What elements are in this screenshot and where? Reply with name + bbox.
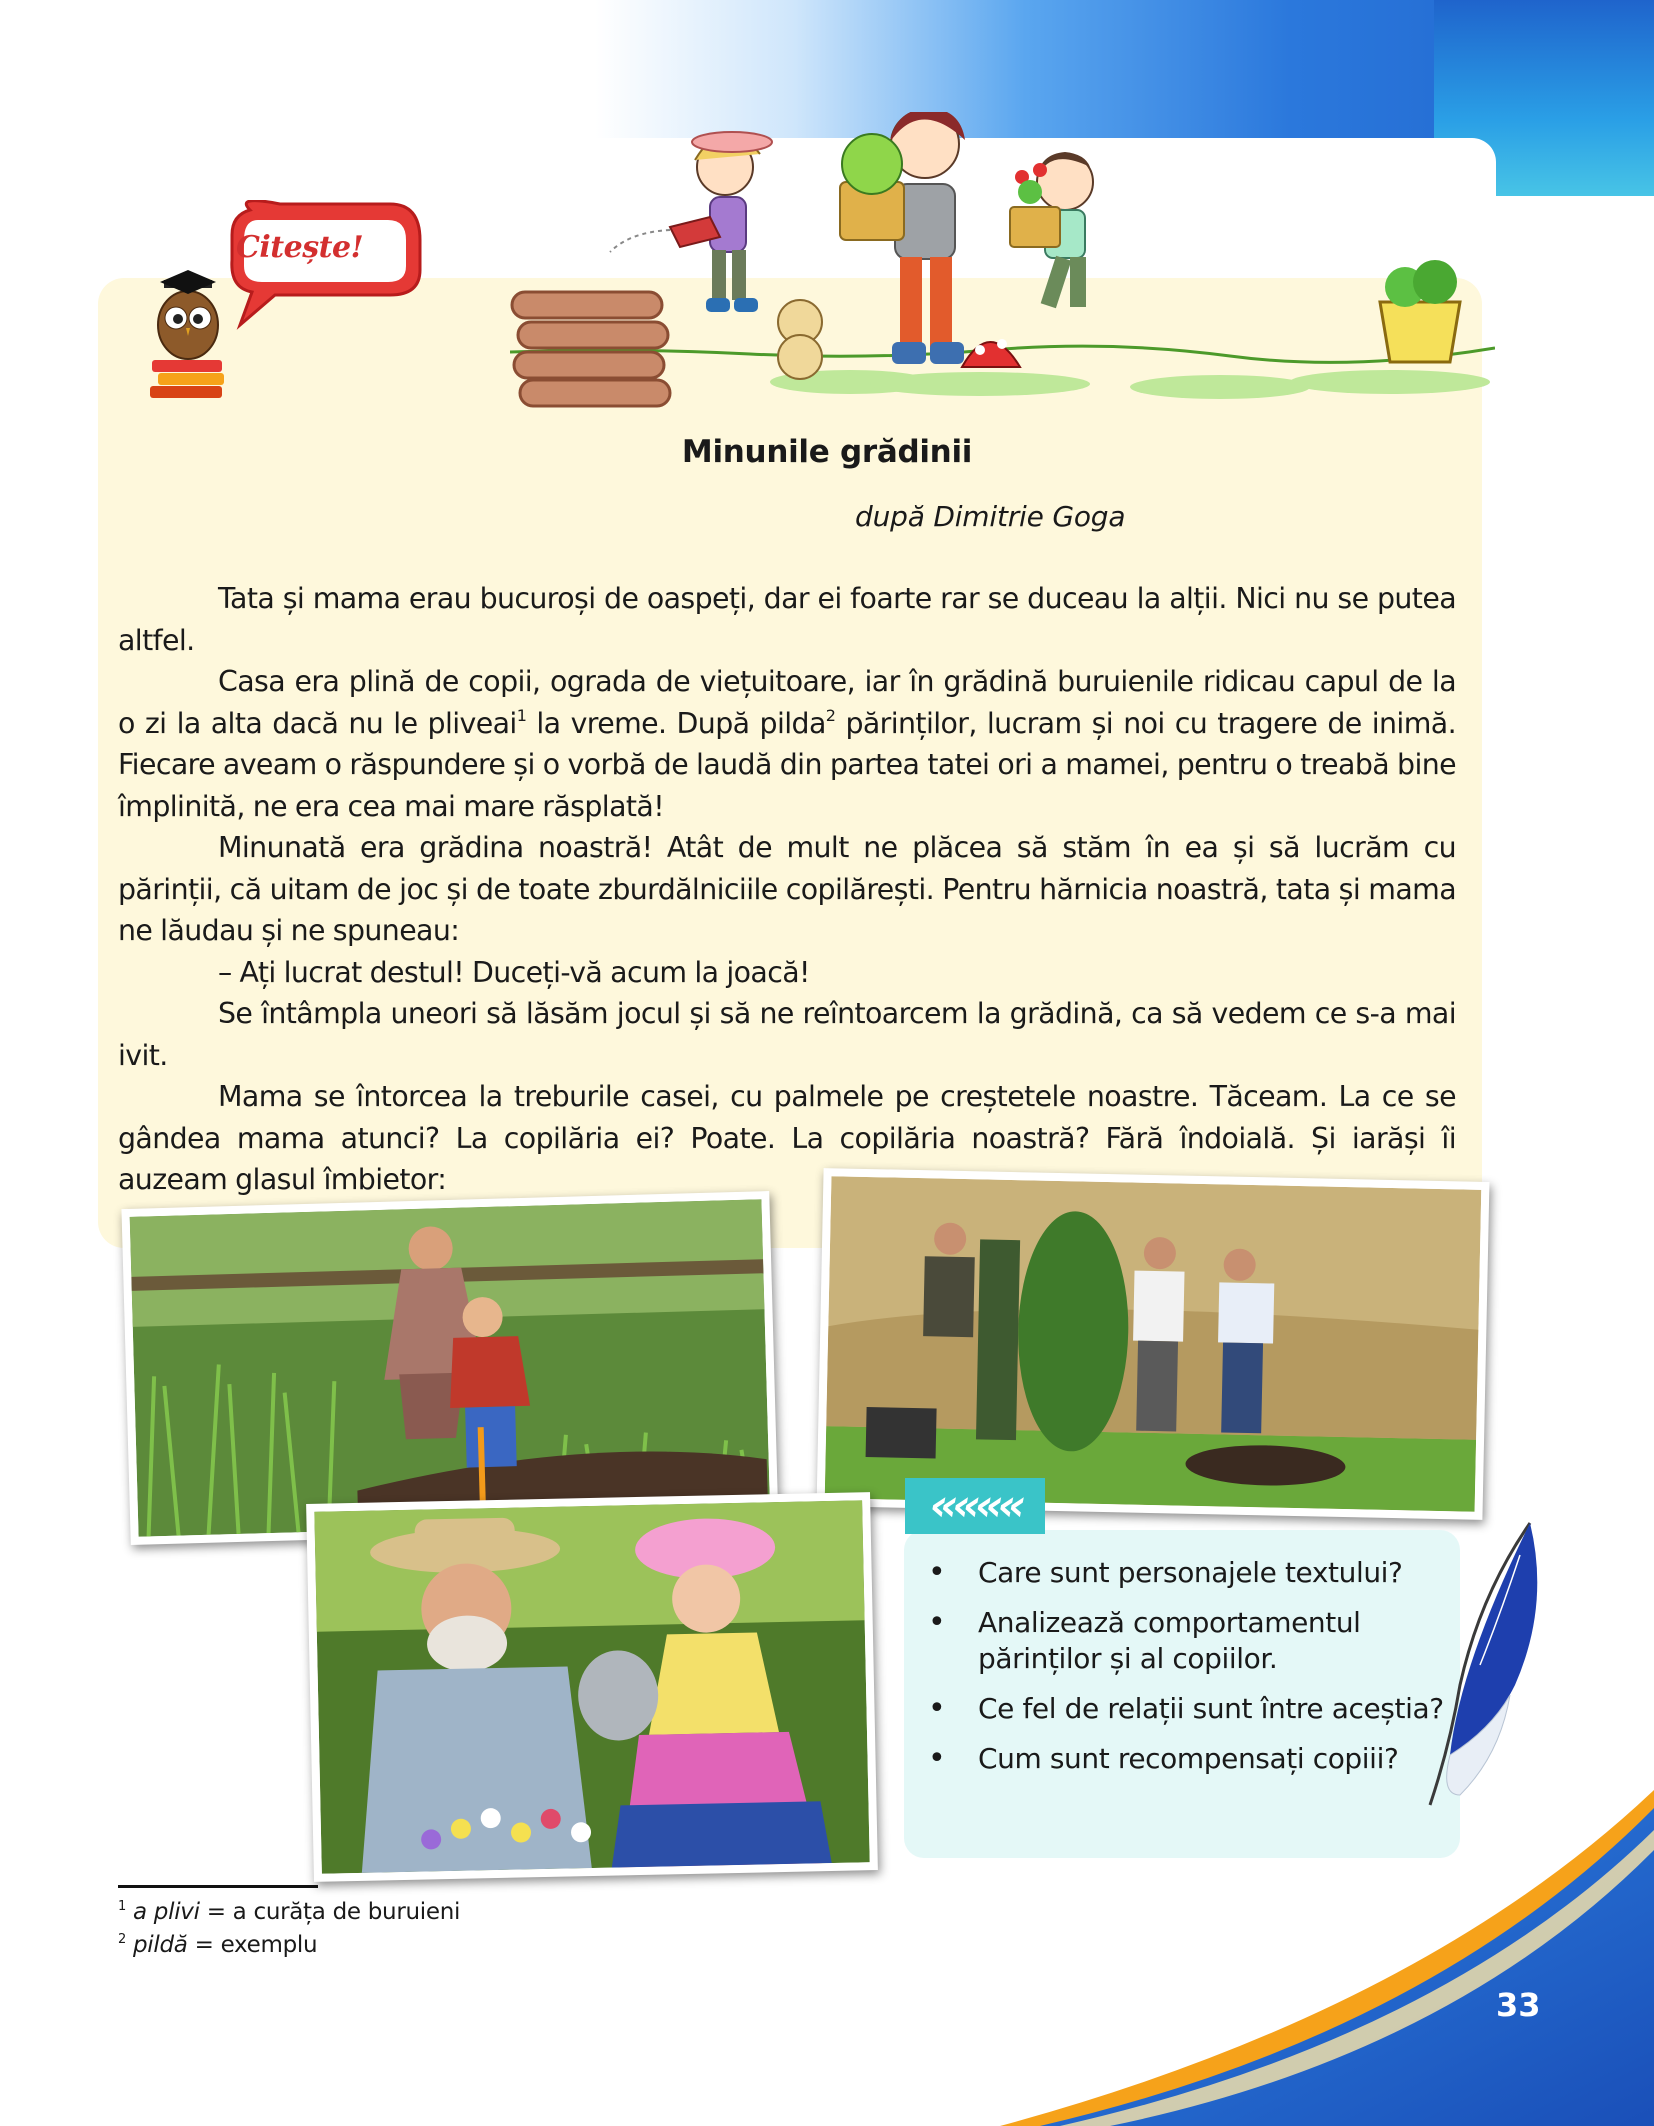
footnote-ref: 1 (516, 705, 527, 725)
gardening-family-illustration (510, 112, 1495, 412)
photo-mother-son-gardening (121, 1191, 778, 1545)
questions-tab: «««« (905, 1478, 1045, 1534)
paragraph: Tata și mama erau bucuroși de oaspeți, dar ei foarte rar se duceau la alții. Nici nu se putea altfel. (118, 582, 1456, 657)
paragraph: Mama se întorcea la treburile casei, cu palmele pe creștetele noastre. Tăceam. La ce se gândea mama atunci? La copilăria ei? Poate. La copilăria noastră? Fără îndoială. Și iarăși îi auzeam glasul îmbietor: (118, 1080, 1456, 1196)
dialogue-line: – Ați lucrat destul! Duceți-vă acum la joacă! (218, 955, 810, 989)
question-item: • Ce fel de relații sunt între aceștia? (924, 1691, 1444, 1727)
badge-label: Citește! (236, 230, 364, 265)
question-item: • Care sunt personajele textului? (924, 1555, 1444, 1591)
story-author: după Dimitrie Goga (855, 500, 1126, 533)
owl-icon (158, 270, 218, 359)
questions-list (924, 1555, 1444, 1791)
footnote-ref: 2 (825, 705, 836, 725)
question-item: • Cum sunt recompensați copiii? (924, 1741, 1444, 1777)
photo-family-planting-tree (817, 1168, 1490, 1520)
story-title: Minunile grădinii (681, 434, 973, 470)
question-item: • Analizează comportamentul părinților și al copiilor. (924, 1605, 1444, 1677)
corner-swoosh (0, 1760, 1654, 2126)
books-icon (150, 360, 224, 398)
footnote: $^1$ a plivi = a curăța de buruieni (118, 1899, 461, 1925)
footnote: $^2$ pildă = exemplu (118, 1932, 318, 1958)
paragraph: Casa era plină de copii, ograda de viețuitoare, iar în grădină buruienile ridicau capul de la o zi la alta dacă nu le pliveai$^1$ la vreme. După pilda$^2$ părinților, lucram și noi cu tragere de inimă. Fiecare aveam o răspundere și o vorbă de laudă din partea tatei ori a mamei, pentru o treabă bine împlinită, ne era cea mai mare răsplată! (118, 665, 1456, 823)
paragraph: Se întâmpla uneori să lăsăm jocul și să ne reîntoarcem la grădină, ca să vedem ce s-a mai ivit. (118, 997, 1456, 1072)
story-text (118, 578, 1456, 1242)
paragraph: Minunată era grădina noastră! Atât de mult ne plăcea să stăm în ea și să lucrăm cu părinții, că uitam de joc și de toate zburdălniciile copilărești. Pentru hărnicia noastră, tata și mama ne lăudau și ne spuneau: (118, 831, 1456, 947)
page-number: 33 (1496, 1986, 1541, 2024)
